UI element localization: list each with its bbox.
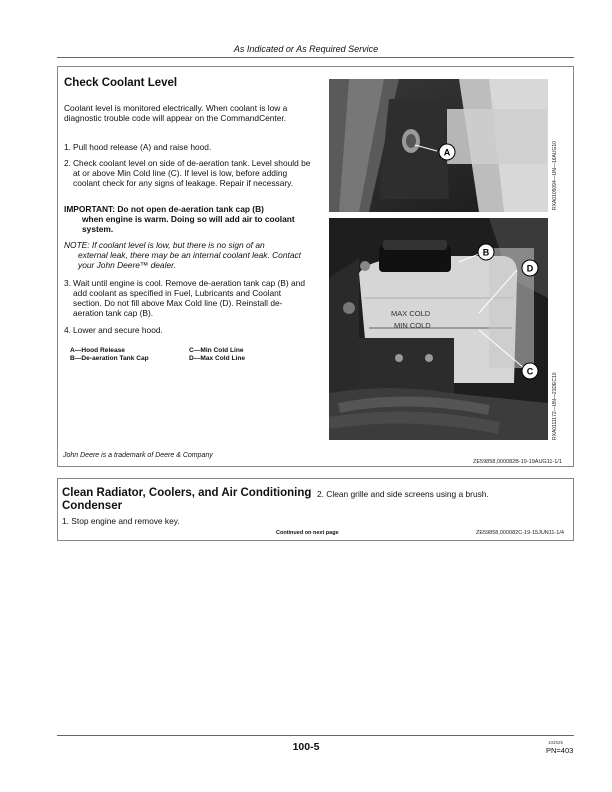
step-number: 1. [64, 142, 71, 152]
deaeration-tank-photo [329, 218, 548, 440]
reference-code: ZE59858,000082C-19-15JUN11-1/4 [476, 530, 564, 536]
legend-col-2 [189, 347, 245, 363]
page-number: 100-5 [292, 741, 320, 753]
note-label: NOTE: [64, 240, 90, 250]
callout-d: D [526, 263, 534, 274]
step-number: 2. [64, 158, 71, 168]
deaeration-tank-illustration [329, 218, 548, 440]
step-3 [64, 278, 312, 318]
note [64, 240, 312, 270]
callout-a: A [443, 147, 451, 158]
hood-release-photo [329, 79, 548, 212]
legend-item: D—Max Cold Line [189, 355, 246, 362]
important-rest: when engine is warm. Doing so will add air to coolant system. [82, 214, 295, 234]
section2-title [62, 487, 311, 513]
callout-c: C [526, 366, 534, 377]
photo2-code: RXA0111172—UN—21DEC10 [552, 372, 558, 440]
section2-title-line2: Condenser [62, 500, 123, 512]
tank-max-cold: MAX COLD [391, 309, 431, 318]
step-number: 3. [64, 278, 71, 288]
important-notice [64, 204, 312, 234]
step-1 [64, 142, 312, 152]
note-rest: external leak, there may be an internal coolant leak. Contact your John Deere™ dealer. [78, 250, 301, 270]
step-text: Check coolant level on side of de-aeration tank. Level should be at or above Min Cold line (C). If level is low, before adding coolant check for any signs of leakage. Repair if necessary. [73, 158, 311, 188]
photo1-code: RXA0105094—UN—16AUG10 [552, 141, 558, 210]
callout-b: B [482, 247, 490, 258]
step-number: 4. [64, 325, 71, 335]
step-text: Wait until engine is cool. Remove de-aeration tank cap (B) and add coolant as specified in Fuel, Lubricants and Coolant section. Do not fill above Max Cold line (D). Reinstall de-aeration tank cap (B). [73, 278, 305, 318]
step-text: Pull hood release (A) and raise hood. [73, 142, 212, 152]
step-text: Lower and secure hood. [73, 325, 163, 335]
legend-item: B—De-aeration Tank Cap [70, 355, 149, 362]
section2-title-line1: Clean Radiator, Coolers, and Air Conditioning [62, 487, 312, 499]
legend-item: C—Min Cold Line [189, 347, 244, 354]
footer-small-code: 102525 [548, 740, 564, 745]
intro-text: Coolant level is monitored electrically. When coolant is low a diagnostic trouble code will appear on the CommandCenter. [64, 103, 288, 123]
note-first-line: If coolant level is low, but there is no sign of an [91, 240, 265, 250]
clean-radiator-section [57, 478, 574, 541]
header-rule [57, 57, 574, 58]
important-first-line: Do not open de-aeration tank cap (B) [117, 204, 264, 214]
step-4 [64, 325, 312, 335]
hood-release-illustration [329, 79, 548, 212]
running-header: As Indicated or As Required Service [233, 44, 379, 54]
tank-min-cold: MIN COLD [394, 321, 431, 330]
clean-step-1: 1. Stop engine and remove key. [62, 516, 180, 526]
trademark-note: John Deere is a trademark of Deere & Company [63, 452, 213, 459]
clean-step-2: 2. Clean grille and side screens using a brush. [317, 489, 489, 499]
pn-number: PN=403 [546, 746, 574, 755]
legend-item: A—Hood Release [70, 347, 125, 354]
legend-col-1 [70, 347, 149, 363]
step-2 [64, 158, 312, 188]
reference-code: ZE59858,000082B-19-19AUG11-1/1 [473, 459, 562, 465]
footer-rule [57, 735, 574, 736]
section-title: Check Coolant Level [64, 77, 178, 89]
important-label: IMPORTANT: [64, 204, 116, 214]
continued-note: Continued on next page [276, 530, 339, 536]
